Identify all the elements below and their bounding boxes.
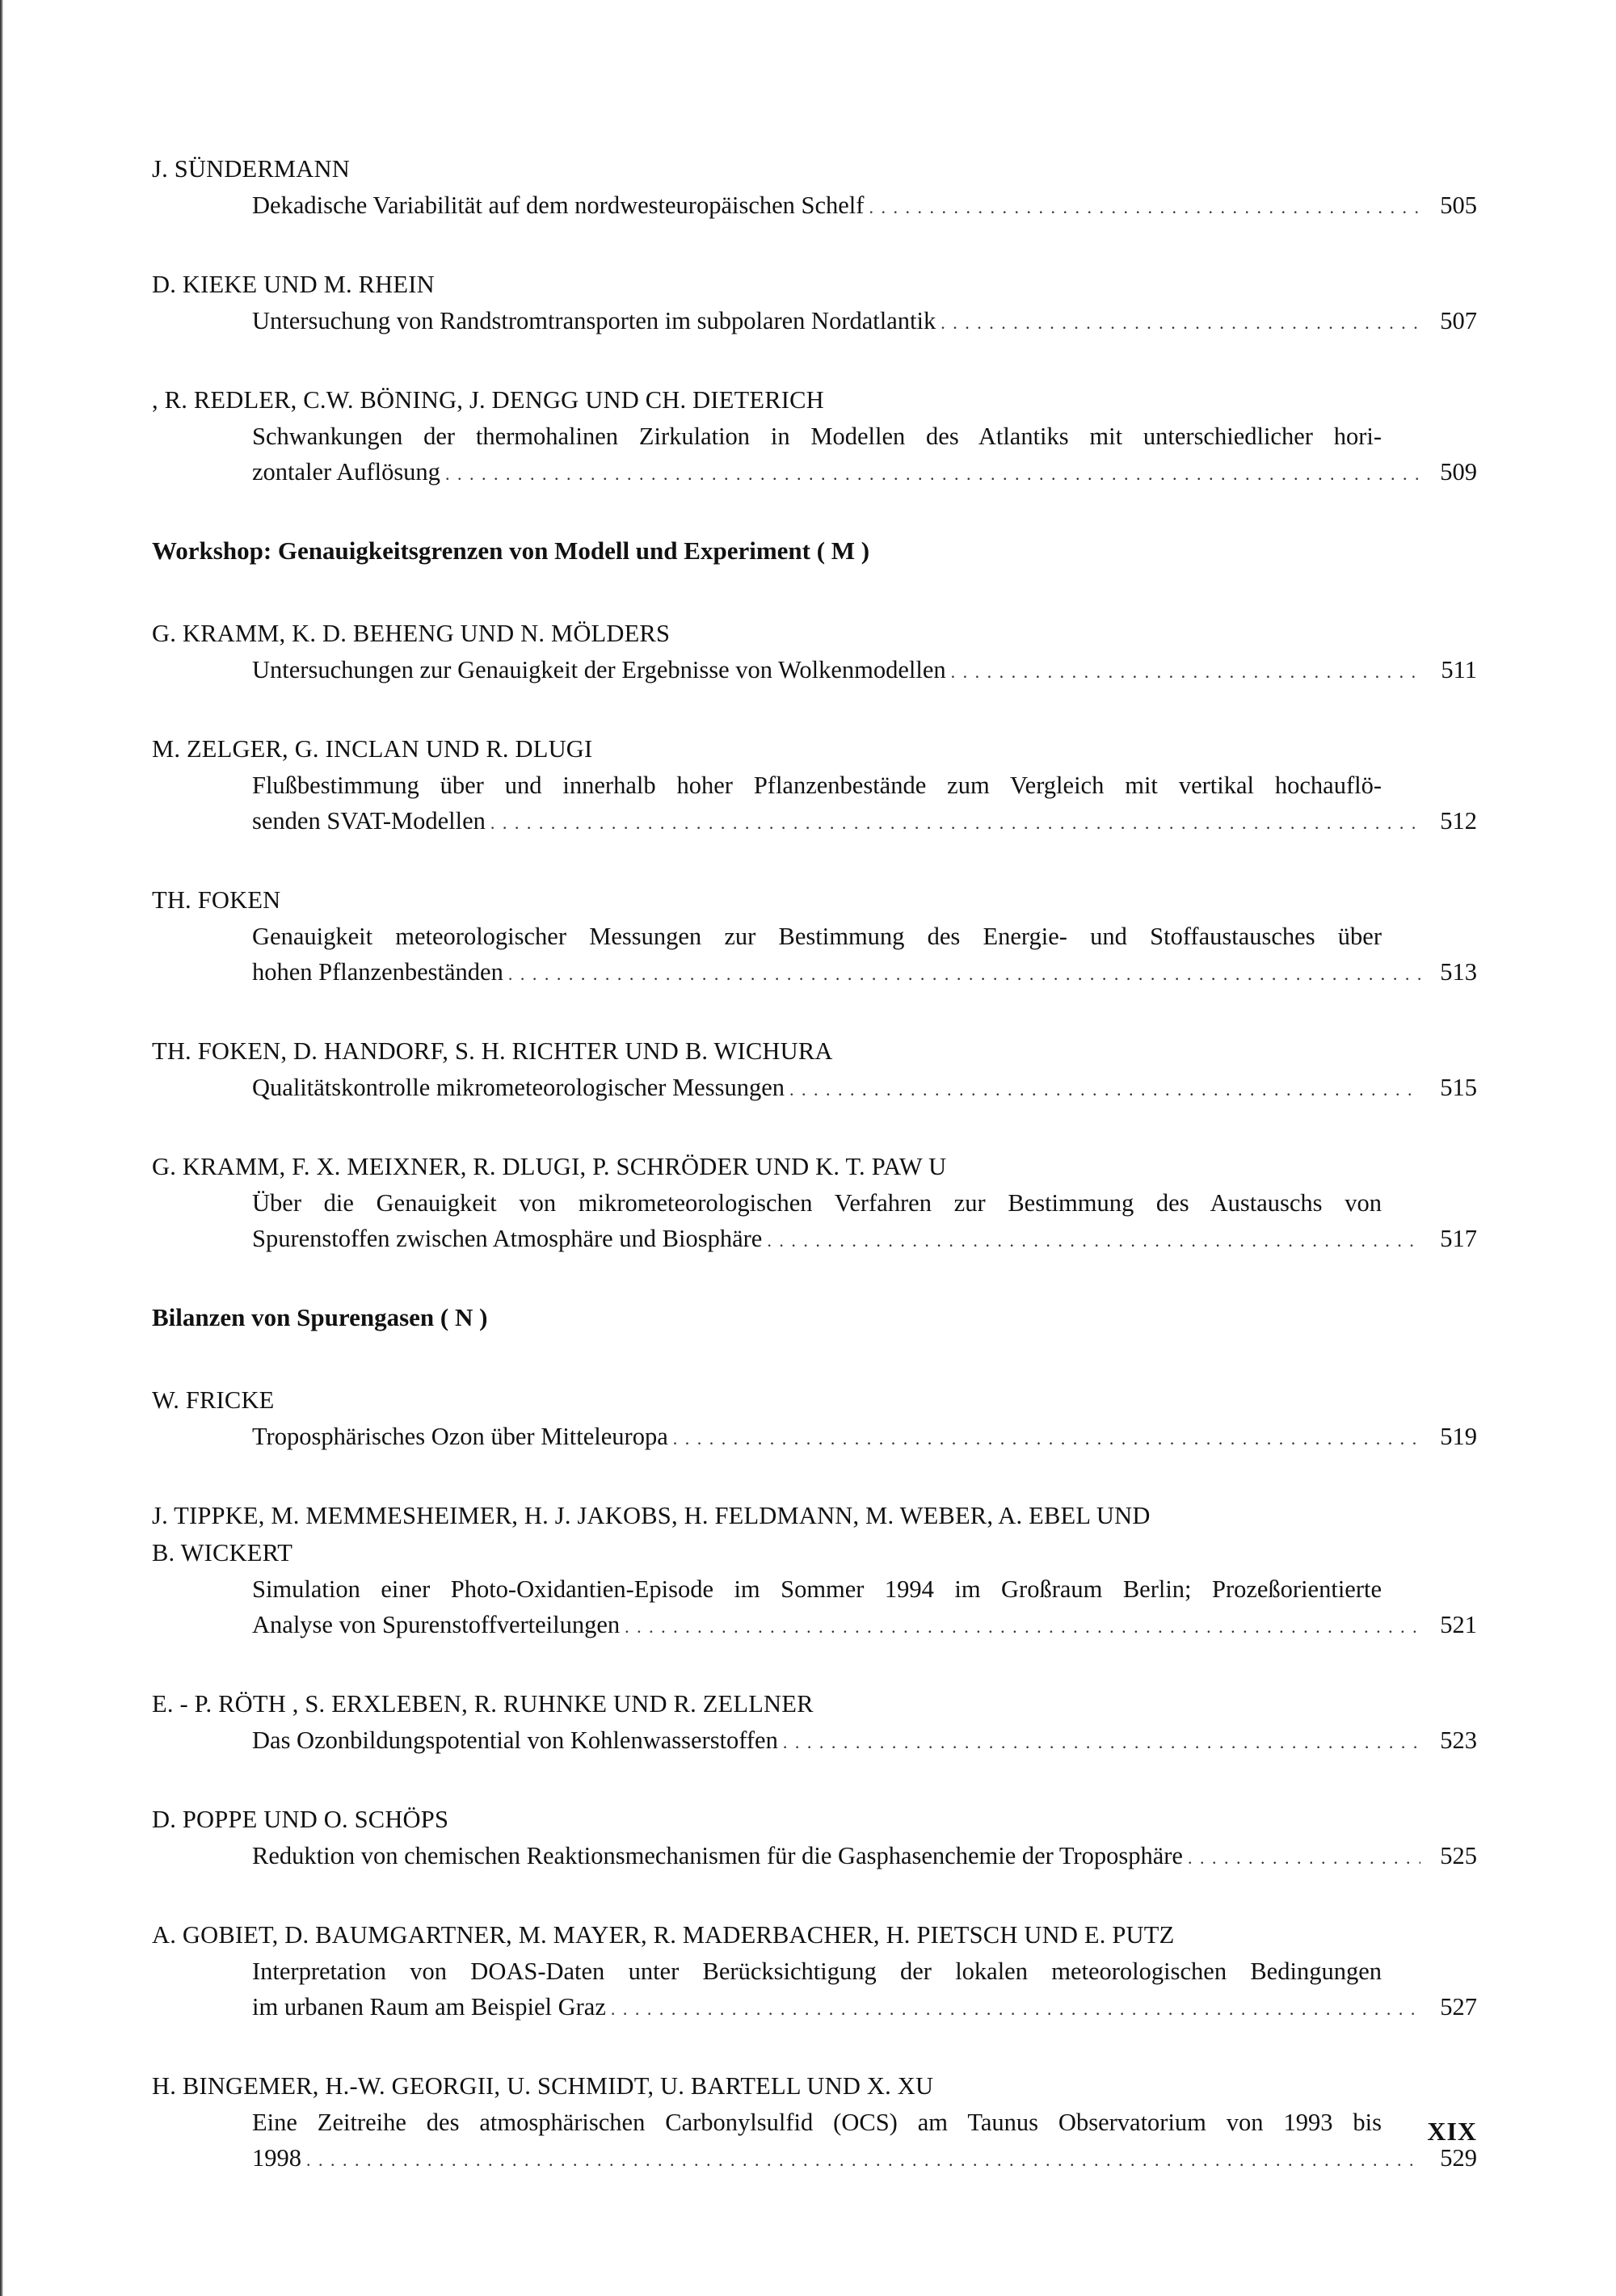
entry-title-last-line — [252, 2140, 1477, 2178]
toc-entry — [152, 615, 1477, 690]
entry-title-text: hohen Pflanzenbeständen — [252, 958, 503, 986]
entry-page-number: 511 — [1441, 656, 1477, 683]
entry-authors: TH. FOKEN, D. HANDORF, S. H. RICHTER UND B. WICHURA — [152, 1037, 833, 1065]
entry-title — [152, 1070, 1477, 1108]
entry-title-text: zontaler Auflösung — [252, 458, 440, 486]
entry-title-last-line — [252, 1722, 1477, 1760]
dot-leader — [951, 654, 1420, 690]
entry-page-number: 525 — [1440, 1842, 1477, 1869]
entry-title-line: Eine Zeitreihe des atmosphärischen Carbonylsulfid (OCS) am Taunus Observatorium von 1993 bis — [252, 2109, 1382, 2136]
entry-title-text: Dekadische Variabilität auf dem nordwesteuropäischen Schelf — [252, 191, 865, 219]
entry-title — [152, 767, 1477, 841]
toc-entry — [152, 1148, 1477, 1259]
page-number: XIX — [1427, 2117, 1477, 2146]
entry-title-text: Troposphärisches Ozon über Mitteleuropa — [252, 1423, 668, 1450]
toc-entry — [152, 730, 1477, 841]
entry-authors: J. SÜNDERMANN — [152, 155, 350, 183]
dot-leader — [445, 456, 1420, 492]
entry-title-text: Das Ozonbildungspotential von Kohlenwasserstoffen — [252, 1726, 778, 1754]
entry-page-number: 505 — [1440, 191, 1477, 219]
entry-title-text: Spurenstoffen zwischen Atmosphäre und Biosphäre — [252, 1225, 763, 1252]
entry-title — [152, 652, 1477, 690]
entry-authors: D. KIEKE UND M. RHEIN — [152, 271, 435, 298]
toc-entry — [152, 1497, 1477, 1645]
entry-title-text: senden SVAT-Modellen — [252, 807, 486, 835]
entry-title-last-line — [252, 454, 1477, 492]
toc-entry — [152, 381, 1477, 492]
entry-title-line: Genauigkeit meteorologischer Messungen zur Bestimmung des Energie- und Stoffaustausches über — [252, 923, 1382, 950]
entry-title-last-line — [252, 803, 1477, 841]
scan-edge — [0, 0, 3, 2296]
entry-page-number: 519 — [1440, 1423, 1477, 1450]
entry-title — [152, 1722, 1477, 1760]
entry-title — [152, 1571, 1477, 1645]
dot-leader — [783, 1725, 1420, 1760]
entry-authors: W. FRICKE — [152, 1386, 275, 1414]
section-heading: Workshop: Genauigkeitsgrenzen von Modell und Experiment ( M ) — [152, 536, 870, 565]
dot-leader — [767, 1223, 1420, 1259]
toc-entry — [152, 881, 1477, 992]
toc-entry — [152, 266, 1477, 341]
dot-leader — [1188, 1840, 1420, 1876]
entry-page-number: 523 — [1440, 1726, 1477, 1754]
entry-title-last-line — [252, 1221, 1477, 1259]
entry-title — [152, 919, 1477, 992]
entry-title-line: Simulation einer Photo-Oxidantien-Episode im Sommer 1994 im Großraum Berlin; Prozeßorientierte — [252, 1575, 1382, 1603]
entry-authors: E. - P. RÖTH , S. ERXLEBEN, R. RUHNKE UND R. ZELLNER — [152, 1690, 814, 1718]
entry-authors: J. TIPPKE, M. MEMMESHEIMER, H. J. JAKOBS, H. FELDMANN, M. WEBER, A. EBEL UND — [152, 1502, 1151, 1529]
entry-title-last-line — [252, 1607, 1477, 1645]
dot-leader — [306, 2143, 1420, 2178]
dot-leader — [625, 1609, 1420, 1645]
entry-authors: G. KRAMM, K. D. BEHENG UND N. MÖLDERS — [152, 620, 671, 647]
dot-leader — [673, 1421, 1420, 1457]
entry-title-last-line — [252, 652, 1477, 690]
toc-entry — [152, 1685, 1477, 1760]
entry-page-number: 507 — [1440, 307, 1477, 334]
entry-page-number: 521 — [1440, 1611, 1477, 1638]
entry-page-number: 529 — [1440, 2144, 1477, 2172]
entry-title-last-line — [252, 303, 1477, 341]
entry-title-text: Reduktion von chemischen Reaktionsmechanismen für die Gasphasenchemie der Troposphäre — [252, 1842, 1183, 1869]
entry-title-line: Interpretation von DOAS-Daten unter Berücksichtigung der lokalen meteorologischen Bedingungen — [252, 1957, 1382, 1985]
entry-authors: H. BINGEMER, H.-W. GEORGII, U. SCHMIDT, U. BARTELL UND X. XU — [152, 2072, 934, 2100]
entry-title — [152, 418, 1477, 492]
toc-entry — [152, 1801, 1477, 1876]
toc-entry — [152, 1916, 1477, 2027]
entry-title-line: Über die Genauigkeit von mikrometeorologischen Verfahren zur Bestimmung des Austauschs von — [252, 1189, 1382, 1217]
entry-title — [152, 303, 1477, 341]
entry-authors: TH. FOKEN — [152, 886, 281, 914]
toc-entry — [152, 150, 1477, 225]
entry-page-number: 509 — [1440, 458, 1477, 486]
entry-title — [152, 2105, 1477, 2178]
entry-page-number: 513 — [1440, 958, 1477, 986]
section-heading: Bilanzen von Spurengasen ( N ) — [152, 1303, 488, 1331]
entry-title-last-line — [252, 187, 1477, 225]
entry-title-text: Analyse von Spurenstoffverteilungen — [252, 1611, 621, 1638]
entry-title-text: 1998 — [252, 2144, 301, 2172]
dot-leader — [789, 1072, 1420, 1108]
toc-entry — [152, 1381, 1477, 1457]
entry-authors: , R. REDLER, C.W. BÖNING, J. DENGG UND CH. DIETERICH — [152, 386, 824, 414]
entry-title-text: Qualitätskontrolle mikrometeorologischer Messungen — [252, 1074, 785, 1101]
entry-title — [152, 1185, 1477, 1259]
table-of-contents — [152, 150, 1477, 2218]
entry-title-last-line — [252, 1989, 1477, 2027]
entry-title-line: Schwankungen der thermohalinen Zirkulation in Modellen des Atlantiks mit unterschiedlicher hori- — [252, 423, 1382, 450]
dot-leader — [508, 957, 1420, 992]
entry-authors: G. KRAMM, F. X. MEIXNER, R. DLUGI, P. SCHRÖDER UND K. T. PAW U — [152, 1153, 947, 1180]
dot-leader — [941, 305, 1420, 341]
entry-title — [152, 1838, 1477, 1876]
entry-page-number: 512 — [1440, 807, 1477, 835]
entry-authors: D. POPPE UND O. SCHÖPS — [152, 1806, 449, 1833]
entry-title-text: Untersuchungen zur Genauigkeit der Ergebnisse von Wolkenmodellen — [252, 656, 946, 683]
entry-page-number: 517 — [1440, 1225, 1477, 1252]
entry-title-last-line — [252, 1419, 1477, 1457]
entry-authors: A. GOBIET, D. BAUMGARTNER, M. MAYER, R. MADERBACHER, H. PIETSCH UND E. PUTZ — [152, 1921, 1175, 1949]
entry-authors-continued: B. WICKERT — [152, 1539, 293, 1566]
entry-title-last-line — [252, 954, 1477, 992]
entry-title — [152, 1953, 1477, 2027]
entry-title-line: Flußbestimmung über und innerhalb hoher Pflanzenbestände zum Vergleich mit vertikal hochauflö- — [252, 772, 1382, 799]
dot-leader — [490, 805, 1420, 841]
entry-title-last-line — [252, 1070, 1477, 1108]
entry-title-text: im urbanen Raum am Beispiel Graz — [252, 1993, 606, 2021]
entry-page-number: 515 — [1440, 1074, 1477, 1101]
entry-page-number: 527 — [1440, 1993, 1477, 2021]
dot-leader — [611, 1991, 1420, 2027]
toc-entry — [152, 1032, 1477, 1108]
toc-entry — [152, 2067, 1477, 2178]
entry-title — [152, 1419, 1477, 1457]
entry-authors: M. ZELGER, G. INCLAN UND R. DLUGI — [152, 735, 593, 763]
entry-title-text: Untersuchung von Randstromtransporten im subpolaren Nordatlantik — [252, 307, 936, 334]
entry-title-last-line — [252, 1838, 1477, 1876]
dot-leader — [869, 190, 1420, 225]
entry-title — [152, 187, 1477, 225]
